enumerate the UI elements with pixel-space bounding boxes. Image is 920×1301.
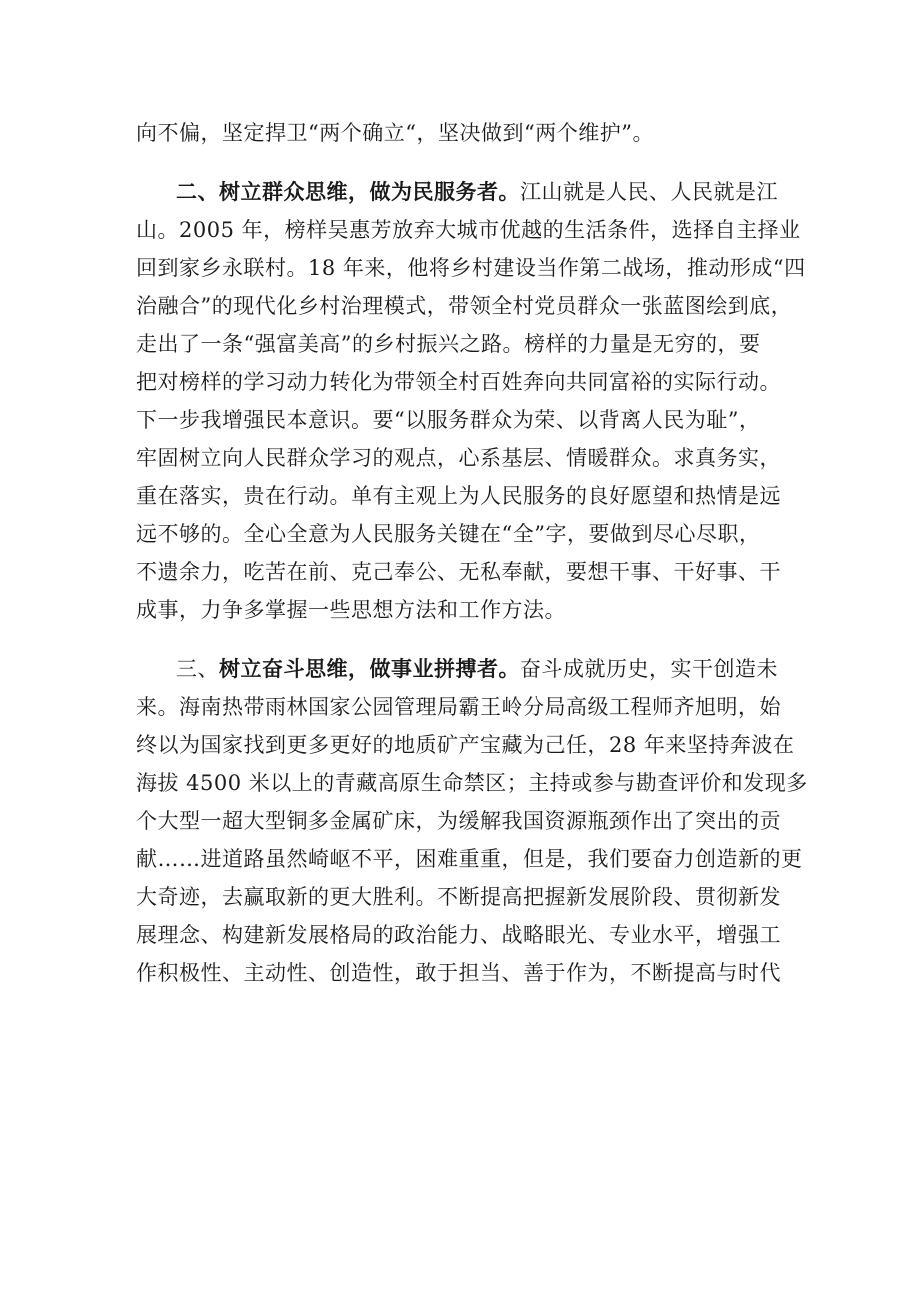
line-text: 大奇迹，去赢取新的更大胜利。不断提高把握新发展阶段、贯彻新发 xyxy=(136,885,781,909)
line-text: 江山就是人民、人民就是江 xyxy=(520,180,778,204)
paragraph-line xyxy=(136,215,801,245)
paragraph-line xyxy=(136,730,794,760)
paragraph-line xyxy=(136,806,781,836)
paragraph-line xyxy=(136,405,760,435)
paragraph-line xyxy=(136,443,781,473)
line-text: 远不够的。全心全意为人民服务关键在“全”字，要做到尽心尽职， xyxy=(136,522,761,546)
line-text: 奋斗成就历史，实干创造未 xyxy=(520,657,778,681)
line-text: 成事，力争多掌握一些思想方法和工作方法。 xyxy=(136,598,566,622)
line-text: 牢固树立向人民群众学习的观点，心系基层、情暖群众。求真务实， xyxy=(136,446,781,470)
line-text: 重在落实，贵在行动。单有主观上为人民服务的良好愿望和热情是远 xyxy=(136,484,781,508)
line-text: 山。2005 年，榜样吴惠芳放弃大城市优越的生活条件，选择自主择业 xyxy=(136,218,801,242)
paragraph-line xyxy=(136,253,806,283)
paragraph-line xyxy=(136,519,760,549)
paragraph-line xyxy=(136,291,792,321)
paragraph-line xyxy=(136,367,781,397)
paragraph-line xyxy=(136,118,654,148)
line-text: 展理念、构建新发展格局的政治能力、战略眼光、专业水平，增强工 xyxy=(136,923,781,947)
section-heading: 树立奋斗思维，做事业拼搏者。 xyxy=(219,656,520,681)
line-text: 海拔 4500 米以上的青藏高原生命禁区；主持或参与勘查评价和发现多 xyxy=(136,771,808,795)
section-three-heading-line xyxy=(176,654,778,684)
line-text: 不遗余力，吃苦在前、克己奉公、无私奉献，要想干事、干好事、干 xyxy=(136,560,781,584)
line-text: 作积极性、主动性、创造性，敢于担当、善于作为，不断提高与时代 xyxy=(136,961,781,985)
section-heading: 二、树立群众思维，做为民服务者。 xyxy=(176,179,520,204)
paragraph-line xyxy=(136,920,781,950)
section-number: 三、 xyxy=(176,657,219,681)
paragraph-line xyxy=(136,692,781,722)
line-text: 个大型一超大型铜多金属矿床，为缓解我国资源瓶颈作出了突出的贡 xyxy=(136,809,781,833)
paragraph-line xyxy=(136,481,781,511)
section-two-heading-line xyxy=(176,177,778,207)
line-text: 把对榜样的学习动力转化为带领全村百姓奔向共同富裕的实际行动。 xyxy=(136,370,781,394)
paragraph-line xyxy=(136,844,803,874)
line-text: 终以为国家找到更多更好的地质矿产宝藏为己任，28 年来坚持奔波在 xyxy=(136,733,795,757)
paragraph-line xyxy=(136,882,781,912)
paragraph-line xyxy=(136,768,808,798)
line-text: 下一步我增强民本意识。要“以服务群众为荣、以背离人民为耻”， xyxy=(136,408,761,432)
paragraph-line xyxy=(136,329,760,359)
line-text: 向不偏，坚定捍卫“两个确立“，坚决做到“两个维护”。 xyxy=(136,121,654,145)
paragraph-line xyxy=(136,958,781,988)
line-text: 献……进道路虽然崎岖不平，困难重重，但是，我们要奋力创造新的更 xyxy=(136,847,803,871)
paragraph-line xyxy=(136,595,566,625)
line-text: 回到家乡永联村。18 年来，他将乡村建设当作第二战场，推动形成“四 xyxy=(136,256,806,280)
line-text: 治融合”的现代化乡村治理模式，带领全村党员群众一张蓝图绘到底， xyxy=(136,294,793,318)
paragraph-line xyxy=(136,557,781,587)
line-text: 来。海南热带雨林国家公园管理局霸王岭分局高级工程师齐旭明，始 xyxy=(136,695,781,719)
line-text: 走出了一条“强富美高”的乡村振兴之路。榜样的力量是无穷的，要 xyxy=(136,332,761,356)
